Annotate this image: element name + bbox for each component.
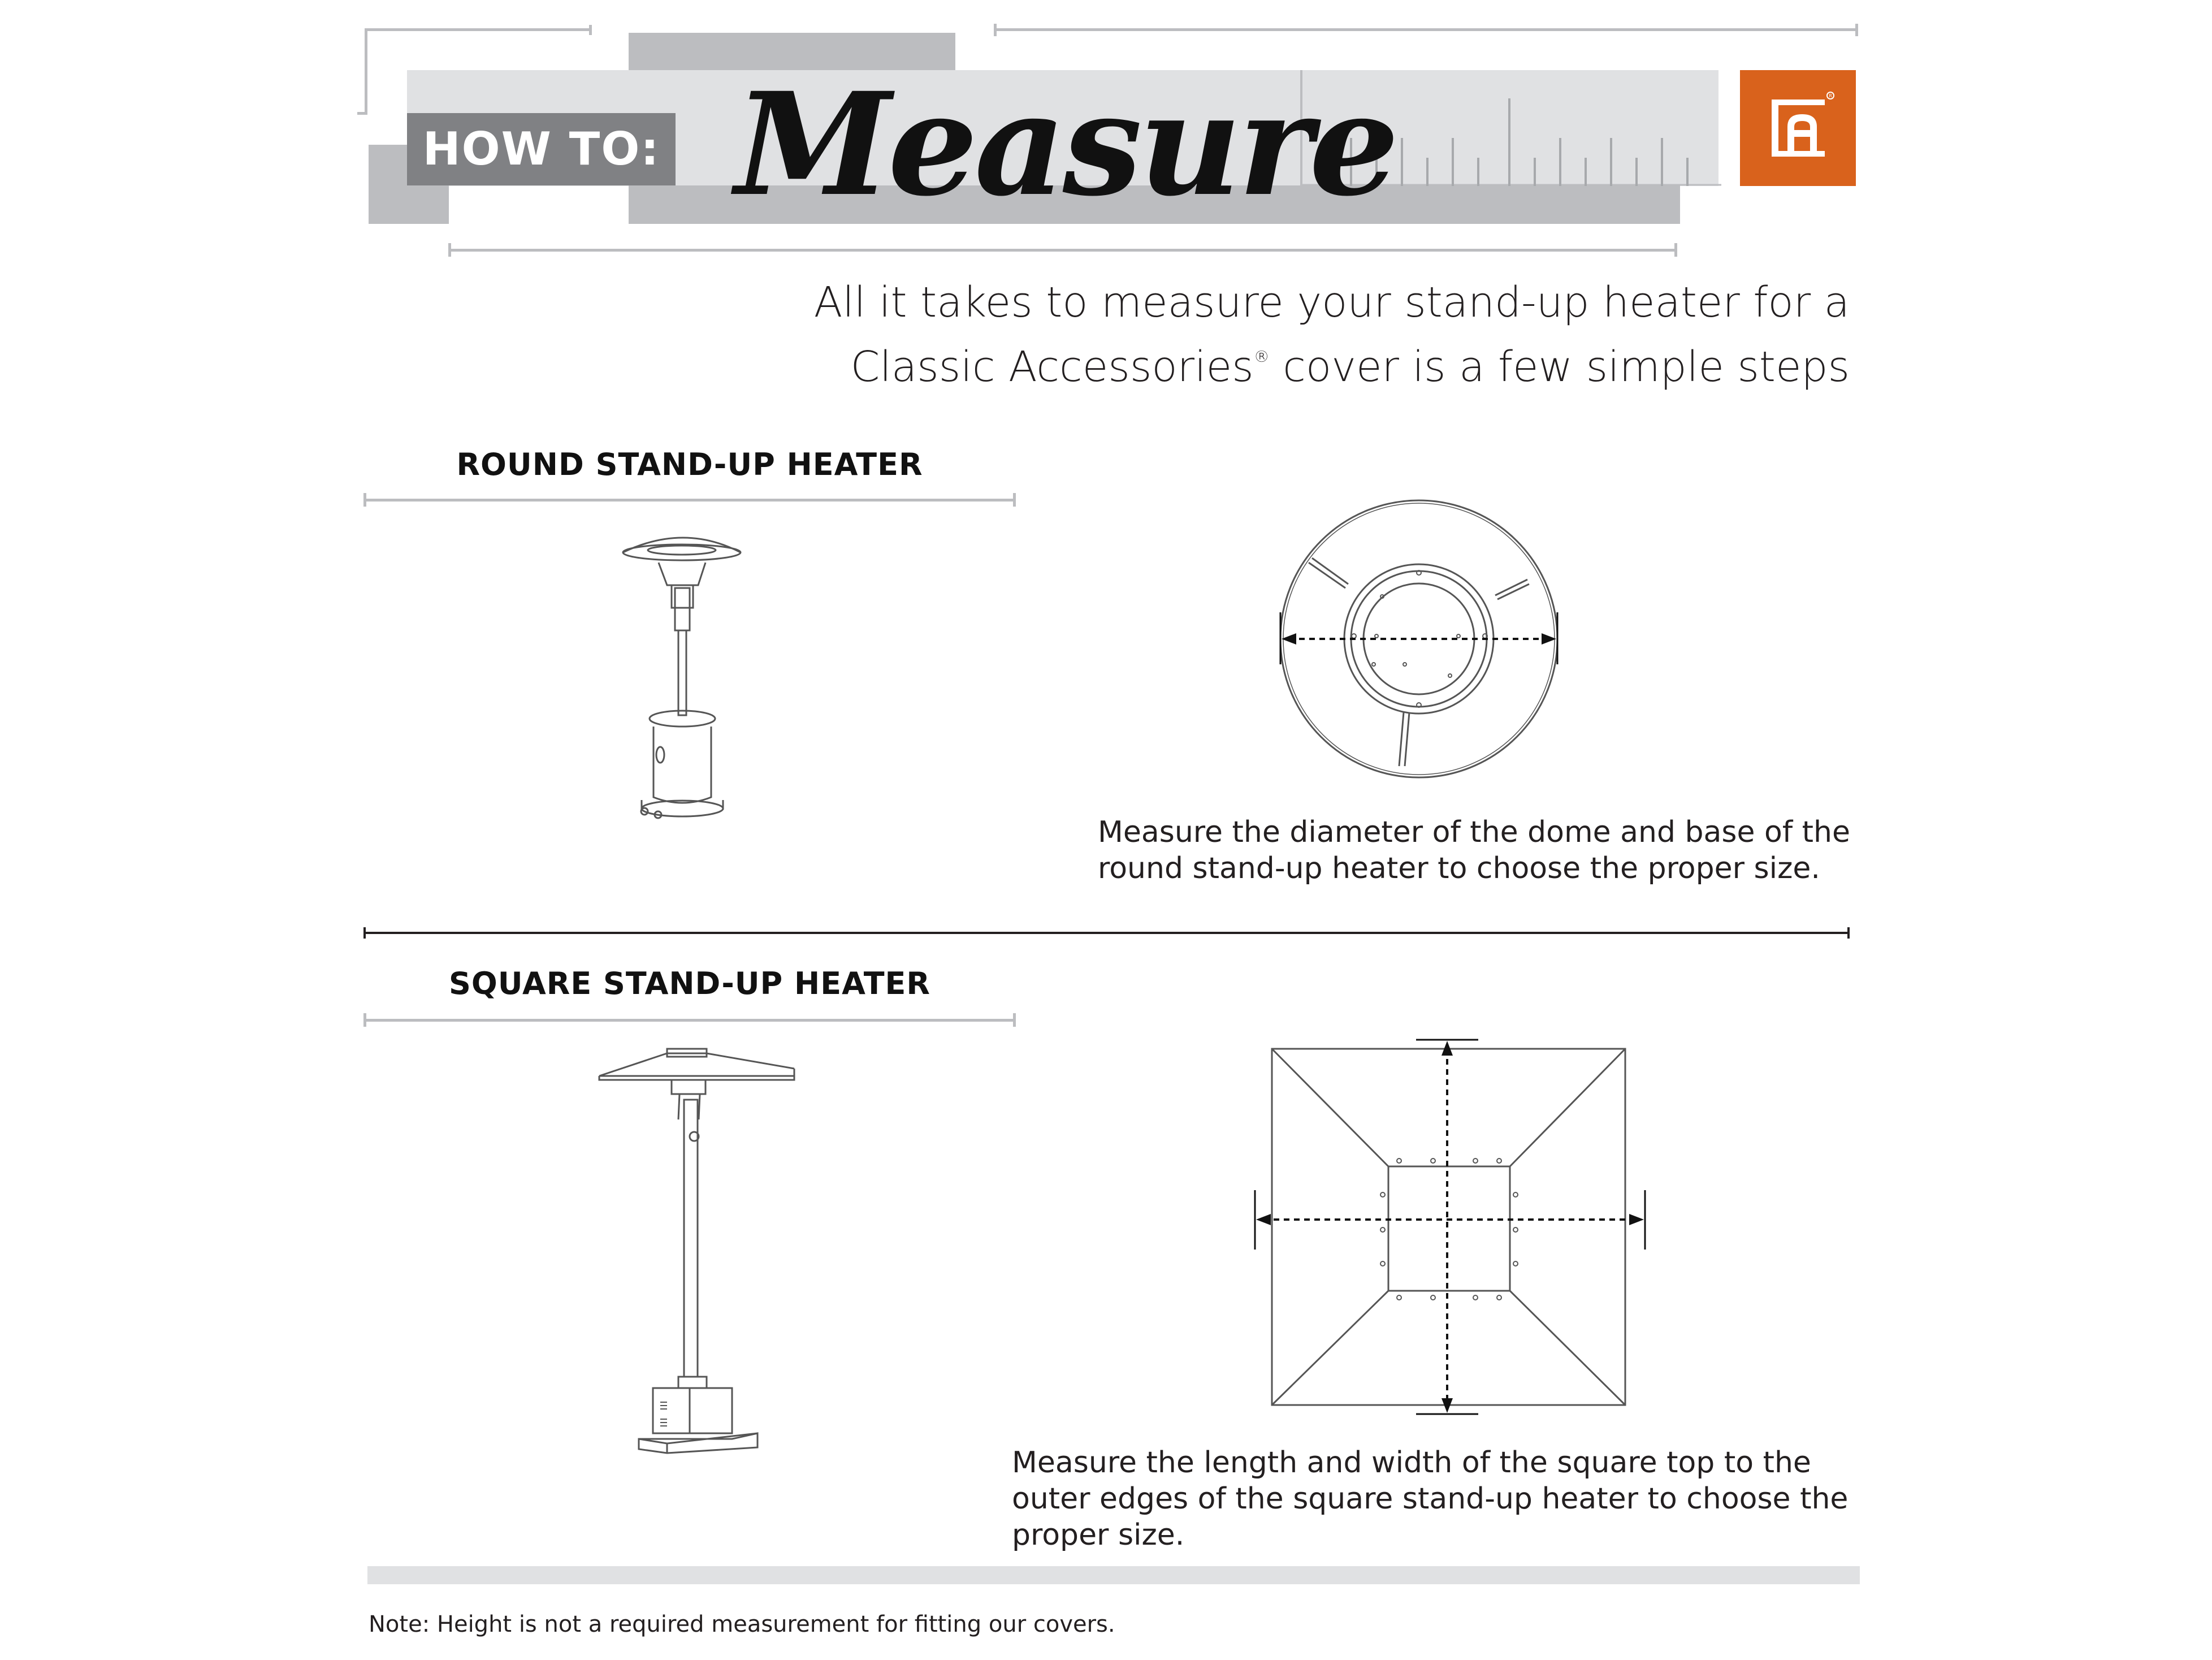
frame-tick — [363, 1013, 366, 1027]
footer-bar — [367, 1566, 1860, 1584]
registered-mark: ® — [1253, 347, 1270, 366]
section-title-round: ROUND STAND-UP HEATER — [456, 447, 923, 482]
frame-tick — [357, 112, 367, 115]
footer-note: Note: Height is not a required measurement for fitting our covers. — [369, 1611, 1115, 1637]
round-heater-description: Measure the diameter of the dome and base of the round stand-up heater to choose the proper size. — [1098, 815, 1851, 885]
page-title: Measure — [735, 61, 1396, 227]
frame-line-bottom — [449, 249, 1676, 252]
frame-line-left-vertical — [365, 28, 367, 113]
section-divider — [365, 932, 1849, 934]
round-heater-illustration — [616, 529, 752, 823]
intro-line-2-rest: cover is a few simple steps — [1269, 343, 1850, 391]
section-title-square: SQUARE STAND-UP HEATER — [448, 966, 930, 1001]
frame-tick — [363, 927, 366, 939]
square-heater-description: Measure the length and width of the square top to the outer edges of the square stand-up heater to choose the proper size. — [1012, 1446, 1849, 1552]
frame-tick — [1855, 24, 1858, 36]
brand-logo — [1740, 70, 1856, 186]
frame-tick — [1013, 1013, 1016, 1027]
howto-label: HOW TO: — [407, 113, 676, 185]
intro-line-1: All it takes to measure your stand-up heater for a — [813, 278, 1850, 327]
square-heater-illustration — [594, 1043, 763, 1456]
svg-text:R: R — [1829, 93, 1832, 98]
frame-tick — [448, 243, 451, 257]
frame-tick — [589, 25, 592, 35]
frame-tick — [1847, 927, 1850, 939]
square-heater-top-diagram — [1249, 1038, 1656, 1422]
frame-tick — [1674, 243, 1677, 257]
frame-line-top-left — [365, 28, 591, 31]
section-underline — [365, 1019, 1015, 1022]
intro-line-2 — [791, 330, 1850, 394]
brand-name: Classic Accessories — [850, 343, 1254, 391]
classic-accessories-logo-icon — [1740, 70, 1856, 186]
frame-tick — [994, 24, 997, 36]
intro-text — [791, 276, 1850, 394]
section-underline — [365, 499, 1015, 502]
frame-tick — [363, 493, 366, 507]
round-heater-top-diagram — [1263, 495, 1574, 783]
frame-line-top-right — [995, 28, 1858, 31]
frame-tick — [1013, 493, 1016, 507]
